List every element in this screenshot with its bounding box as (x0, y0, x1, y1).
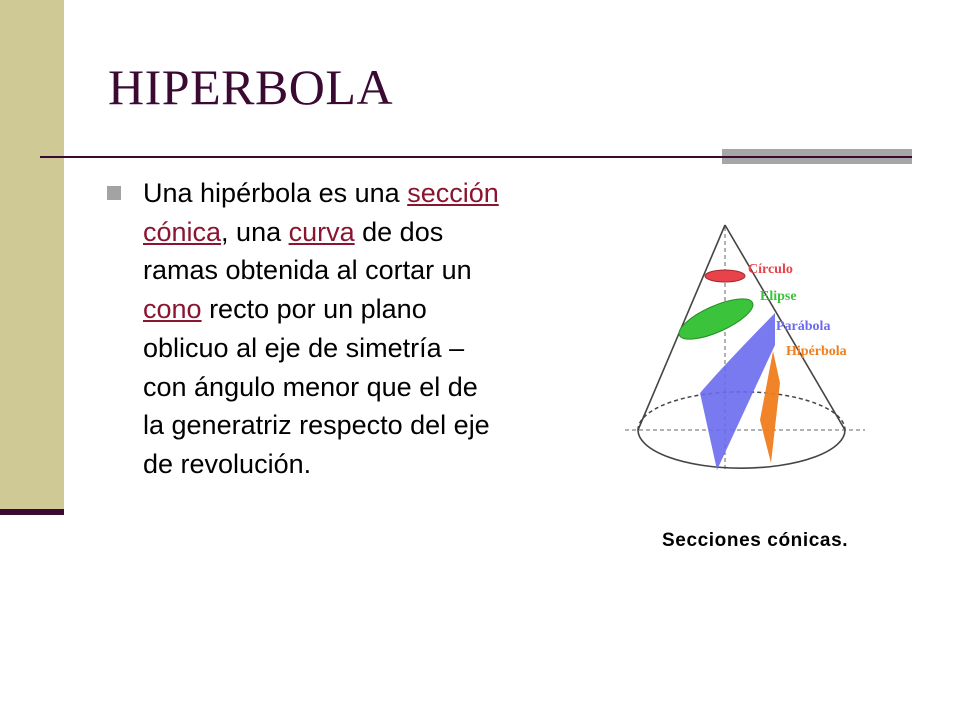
label-parabola: Parábola (776, 319, 831, 334)
conic-sections-figure (620, 215, 880, 480)
label-elipse: Elipse (760, 289, 797, 304)
figure-caption: Secciones cónicas. (662, 530, 849, 551)
text-segment: , una (221, 216, 289, 247)
cone-base-front (638, 430, 845, 468)
link-curva[interactable]: curva (288, 216, 355, 247)
text-segment: recto por un plano oblicuo al eje de simetría – con ángulo menor que el de la generatriz respecto del eje de revolución. (143, 294, 490, 479)
left-accent-underline (0, 509, 64, 515)
link-seccion-conica[interactable]: sección cónica (143, 178, 499, 247)
label-circulo: Círculo (748, 262, 793, 277)
parabola-section (700, 313, 775, 470)
slide-title: HIPERBOLA (108, 59, 394, 115)
text-segment: Una hipérbola es una (143, 178, 408, 208)
left-accent-bar (0, 0, 64, 512)
link-cono[interactable]: cono (143, 294, 202, 325)
label-hiperbola: Hipérbola (786, 344, 847, 359)
bullet-square-icon (107, 186, 121, 200)
title-divider-accent-line (722, 156, 912, 158)
text-segment: de dos ramas obtenida al cortar un (143, 216, 472, 286)
ellipse-section (674, 291, 758, 347)
circle-section (705, 270, 745, 282)
bullet-text (143, 174, 503, 484)
